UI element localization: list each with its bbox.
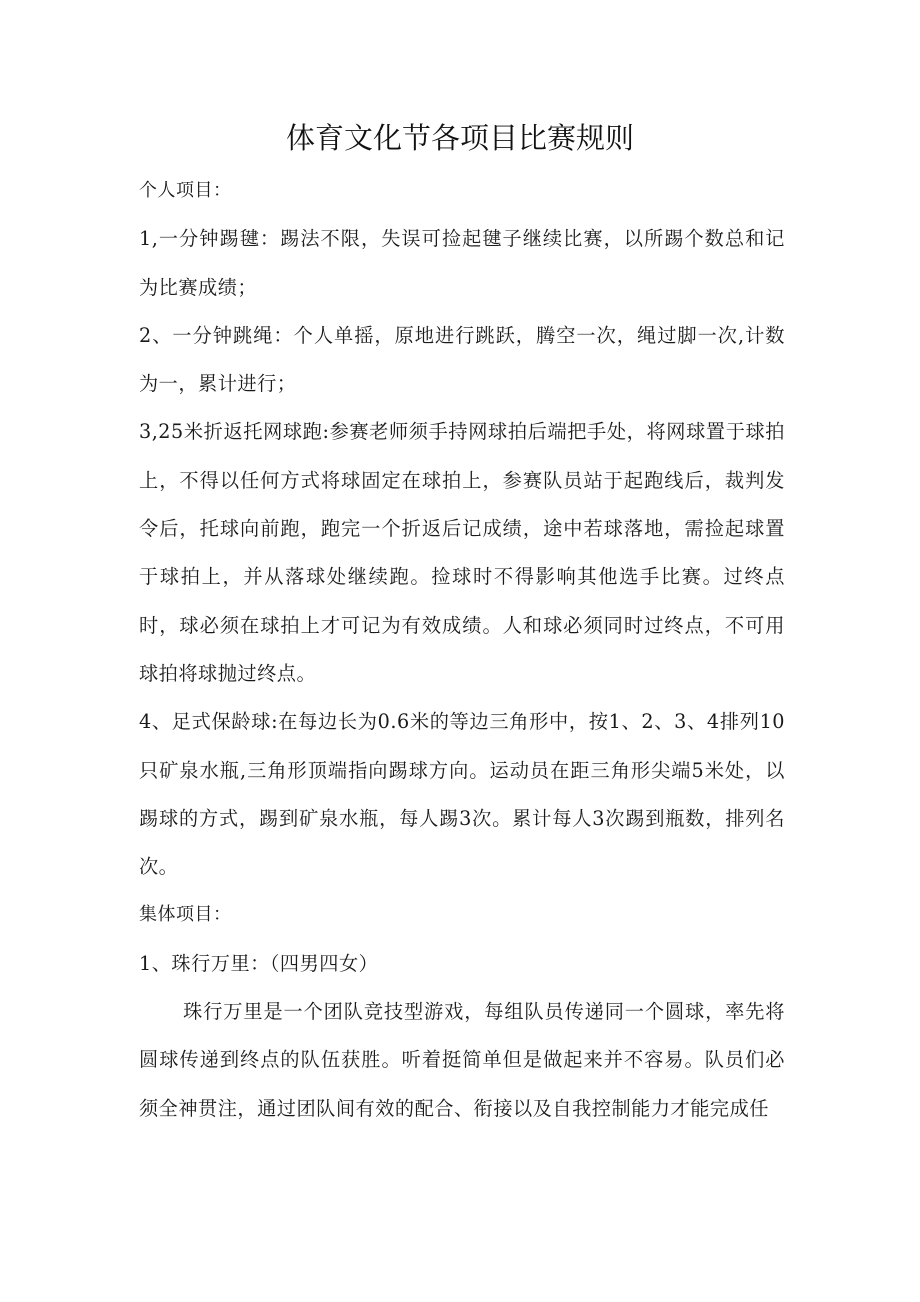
rule-item-tennis-relay: 3,25米折返托网球跑:参赛老师须手持网球拍后端把手处，将网球置于球拍上，不得以任何方式将球固定在球拍上，参赛队员站于起跑线后，裁判发令后，托球向前跑，跑完一个折返后记成绩，途中若球落地，需捡起球置于球拍上，并从落球处继续跑。捡球时不得影响其他选手比赛。过终点时，球必须在球拍上才可记为有效成绩。人和球必须同时过终点，不可用球拍将球抛过终点。 (139, 420, 785, 685)
section-heading-group: 集体项目： (139, 904, 232, 926)
rule-paragraph-ball-pass: 珠行万里是一个团队竞技型游戏，每组队员传递同一个圆球，率先将圆球传递到终点的队伍获胜。听着挺简单但是做起来并不容易。队员们必须全神贯注，通过团队间有效的配合、衔接以及自我控制能力才能完成任 (139, 1000, 785, 1120)
rule-item-shuttlecock: 1,一分钟踢毽：踢法不限，失误可捡起毽子继续比赛，以所踢个数总和记为比赛成绩； (139, 227, 785, 299)
document-title: 体育文化节各项目比赛规则 (285, 121, 634, 155)
document-body (139, 167, 785, 1133)
rule-item-foot-bowling: 4、足式保龄球:在每边长为0.6米的等边三角形中，按1、2、3、4排列10只矿泉水瓶,三角形顶端指向踢球方向。运动员在距三角形尖端5米处，以踢球的方式，踢到矿泉水瓶，每人踢3次。累计每人3次踢到瓶数，排列名次。 (139, 710, 785, 879)
section-heading-individual: 个人项目： (139, 180, 232, 201)
rule-item-ball-pass: 1、珠行万里：（四男四女） (139, 951, 379, 975)
rule-item-jump-rope: 2、一分钟跳绳：个人单摇，原地进行跳跃，腾空一次，绳过脚一次,计数为一，累计进行； (139, 323, 785, 396)
